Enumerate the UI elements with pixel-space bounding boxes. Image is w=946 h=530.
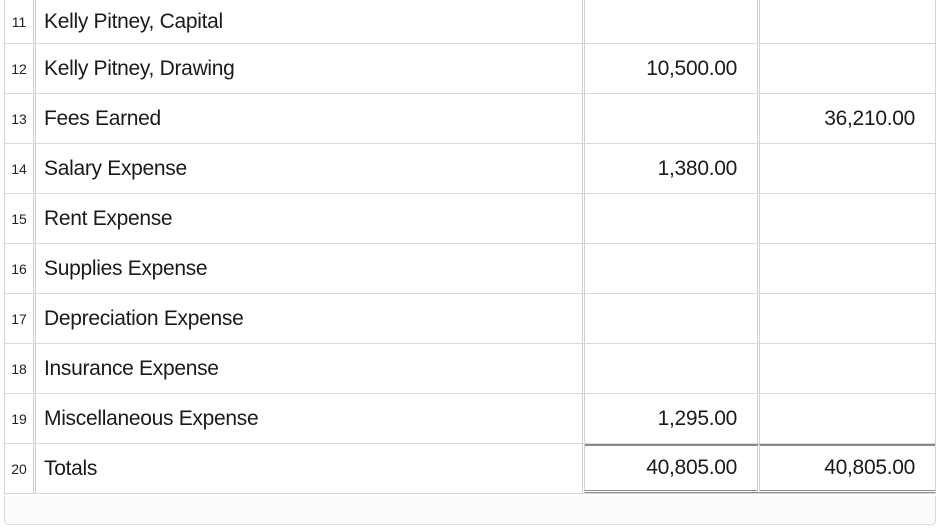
credit-cell[interactable] xyxy=(760,194,935,243)
table-row xyxy=(5,194,935,244)
credit-cell[interactable] xyxy=(760,244,935,293)
debit-cell[interactable] xyxy=(585,344,760,393)
credit-cell[interactable] xyxy=(760,44,935,93)
row-number: 16 xyxy=(5,244,36,293)
table-footer xyxy=(4,496,936,525)
debit-cell[interactable] xyxy=(585,294,760,343)
totals-row xyxy=(5,444,935,494)
row-number: 20 xyxy=(5,444,36,493)
table-row xyxy=(5,344,935,394)
account-name-cell[interactable]: Rent Expense xyxy=(36,194,585,243)
row-number: 13 xyxy=(5,94,36,143)
account-name-cell[interactable]: Fees Earned xyxy=(36,94,585,143)
credit-cell[interactable] xyxy=(760,294,935,343)
table-row xyxy=(5,94,935,144)
row-number: 18 xyxy=(5,344,36,393)
table-row xyxy=(5,44,935,94)
table-row xyxy=(5,394,935,444)
row-number: 11 xyxy=(5,0,36,43)
credit-cell[interactable] xyxy=(760,144,935,193)
debit-cell[interactable]: 1,380.00 xyxy=(585,144,760,193)
credit-cell[interactable]: 36,210.00 xyxy=(824,106,915,130)
credit-total-cell[interactable]: 40,805.00 xyxy=(760,444,935,493)
account-name-cell[interactable]: Kelly Pitney, Drawing xyxy=(36,44,585,93)
debit-cell[interactable]: 10,500.00 xyxy=(585,44,760,93)
table-row xyxy=(5,294,935,344)
table-row xyxy=(5,244,935,294)
credit-cell[interactable] xyxy=(760,344,935,393)
table-row xyxy=(5,144,935,194)
account-name-cell[interactable]: Kelly Pitney, Capital xyxy=(36,0,585,43)
account-name-cell[interactable]: Totals xyxy=(36,444,585,493)
row-number: 12 xyxy=(5,44,36,93)
debit-cell[interactable]: 1,295.00 xyxy=(585,394,760,443)
account-name-cell[interactable]: Salary Expense xyxy=(36,144,585,193)
row-number: 15 xyxy=(5,194,36,243)
debit-cell[interactable] xyxy=(585,194,760,243)
worksheet-table xyxy=(4,0,936,494)
debit-cell[interactable] xyxy=(585,244,760,293)
account-name-cell[interactable]: Insurance Expense xyxy=(36,344,585,393)
row-number: 17 xyxy=(5,294,36,343)
debit-cell[interactable] xyxy=(585,94,760,143)
credit-cell[interactable] xyxy=(760,394,935,443)
row-number: 19 xyxy=(5,394,36,443)
table-row xyxy=(5,0,935,44)
credit-cell[interactable] xyxy=(760,0,935,43)
account-name-cell[interactable]: Supplies Expense xyxy=(36,244,585,293)
account-name-cell[interactable]: Miscellaneous Expense xyxy=(36,394,585,443)
debit-cell[interactable] xyxy=(585,0,760,43)
account-name-cell[interactable]: Depreciation Expense xyxy=(36,294,585,343)
row-number: 14 xyxy=(5,144,36,193)
debit-total-cell[interactable]: 40,805.00 xyxy=(585,444,760,493)
